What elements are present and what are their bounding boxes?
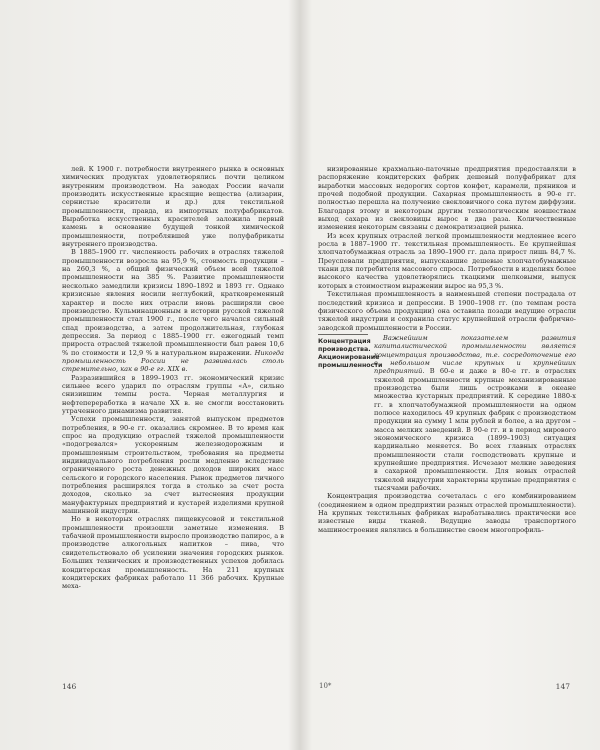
section-body	[374, 334, 576, 493]
paragraph: низированные крахмально-паточные предприятия предоставляли в распоряжение кондитерских фабрик дешевый полуфабрикат для выработки массовых недорогих сортов конфет, карамели, пряников и прочей подобной продукции. Сахарная промышленность в 90-е гг. полностью перешла на получение свекловичного сока путем диффузии. Благодаря этому и некоторым другим технологическим новшествам выход сахара из свекловицы вырос в два раза. Количественные изменения некоторым связаны с демократизацией рынка.	[318, 165, 576, 232]
paragraph: Текстильная промышленность в наименьшей степени пострадала от последствий кризиса и депрессии. В 1900–1908 гг. (по темпам роста физического объема продукции) она оставила позади ведущие отрасли тяжелой индустрии и сохранила статус крупнейшей отрасли фабрично-заводской промышленности в России.	[318, 290, 576, 332]
italic-phrase: Никогда промышленность России не развивалась столь стремительно, как в 90-е гг. XIX в.	[62, 348, 284, 374]
italic-lead: Важнейшим показателем развития капиталистической промышленности является концентрация производства, т.е. сосредоточение его в небольшом числе крупных и крупнейших предприятий.	[374, 333, 576, 376]
paragraph: Но в некоторых отраслях пищевкусовой и текстильной промышленности произошли заметные изменения. В табачной промышленности выросло производство папирос, а в производстве алкогольных напитков – пива, что свидетельствовало об усилении значения городских рынков. Больших технических и производственных успехов добилась кондитерская промышленность. На 211 крупных кондитерских фабриках работало 11 366 рабочих. Крупные меха-	[62, 515, 284, 591]
page-number: 147	[555, 682, 570, 691]
left-page	[0, 0, 298, 750]
paragraph: лей. К 1900 г. потребности внутреннего рынка в основных химических продуктах удовлетворялись почти целиком внутренним производством. На заводах России начали производить искусственные красящие вещества (ализарин, сернистые красители и др.) для текстильной промышленности, правда, из импортных полуфабрикатов. Выработка искусственных красителей заложила первый камень в основание будущей тонкой химической промышленности, потреблявшей уже полуфабрикаты внутреннего производства.	[62, 165, 284, 249]
right-page-text	[318, 165, 576, 534]
section-block	[318, 334, 576, 493]
section-sidebar	[318, 334, 383, 493]
paragraph: Успехи промышленности, занятой выпуском предметов потребления, в 90-е гг. оказались скромнее. В то время как спрос на продукцию отраслей тяжелой промышленности «подогревался» ускоренным железнодорожным и промышленным строительством, требования на предметы индивидуального потребления росли медленно вследствие ограниченного роста денежных доходов широких масс сельского и городского населения. Рынок предметов личного потребления расширялся тогда в столько за счет роста доходов, сколько за счет вытеснения продукции мануфактурных предприятий и кустарей изделиями крупной машинной индустрии.	[62, 415, 284, 516]
paragraph: Важнейшим показателем развития капиталистической промышленности является концентрация производства, т.е. сосредоточение его в небольшом числе крупных и крупнейших предприятий. В 60-е и даже в 80-е гг. в отраслях тяжелой промышленности крупные механизированные производства были лишь островками в океане множества кустарных предприятий. К середине 1880-х гг. в хлопчатобумажной промышленности на одном полюсе находилось 49 крупных фабрик с производством продукции на сумму 1 млн рублей и более, а на другом – масса мелких заведений. В 90-е гг. и в период мирового экономического кризиса (1899–1903) ситуация кардинально меняется. Во всех главных отраслях промышленности стали господствовать крупные и крупнейшие предприятия. Исчезают мелкие заведения в сахарной промышленности. Для новых отраслей тяжелой индустрии характерны крупные предприятия с тысячами рабочих.	[374, 333, 576, 493]
paragraph: Концентрация производства сочеталась с его комбинированием (соединением в одном предприятии разных отраслей промышленности). На крупных текстильных фабриках вырабатывались практически все известные виды тканей. Ведущие заводы транспортного машиностроения являлись в большинстве своем многопрофиль-	[318, 492, 576, 534]
right-page	[302, 0, 600, 750]
page-number: 146	[62, 682, 77, 691]
paragraph: Разразившийся в 1899–1903 гг. экономический кризис сильнее всего ударил по отраслям группы «А», сильно снизившим темпы роста. Черная металлургия и нефтепереработка в начале XX в. не смогли восстановить утраченного динамизма развития.	[62, 373, 284, 415]
left-page-text	[62, 165, 284, 591]
signature-mark: 10*	[319, 682, 332, 690]
paragraph: Из всех крупных отраслей легкой промышленности медленнее всего росла в 1887–1900 гг. текстильная промышленность. Ее крупнейшая хлопчатобумажная отрасль за 1890–1900 гг. дала прирост лишь 84,7 %. Преуспевали предприятия, выпускавшие дешевые хлопчатобумажные ткани для потребителя массового спроса. Потребности в изделиях более высокого качества удовлетворялись ткацкими шелковыми, выпуск которых в стоимостном выражении вырос на 95,3 %.	[318, 231, 576, 290]
section-heading: Концентрация производства. Акционирование промышленности	[318, 337, 383, 369]
paragraph: В 1885–1900 гг. численность рабочих в отраслях тяжелой промышленности возросла на 95,9 %, стоимость продукции – на 260,3 %, а общий физический объем всей тяжелой промышленности на 385 %. Развитие промышленности несколько замедлили кризисы 1890–1892 и 1893 гг. Однако кризисные явления носили неглубокий, кратковременный характер и после них отрасли вновь расширяли свое производство. Кульминационным в истории русской тяжелой промышленности стал 1900 г., после чего начался сильный спад производства, а затем продолжительная, глубокая депрессия. За период с 1885–1900 гг. ежегодный темп прироста отраслей тяжелой промышленности был равен 10,6 % по стоимости и 12,9 % в натуральном выражении. Никогда промышленность России не развивалась столь стремительно, как в 90-е гг. XIX в.	[62, 248, 284, 374]
